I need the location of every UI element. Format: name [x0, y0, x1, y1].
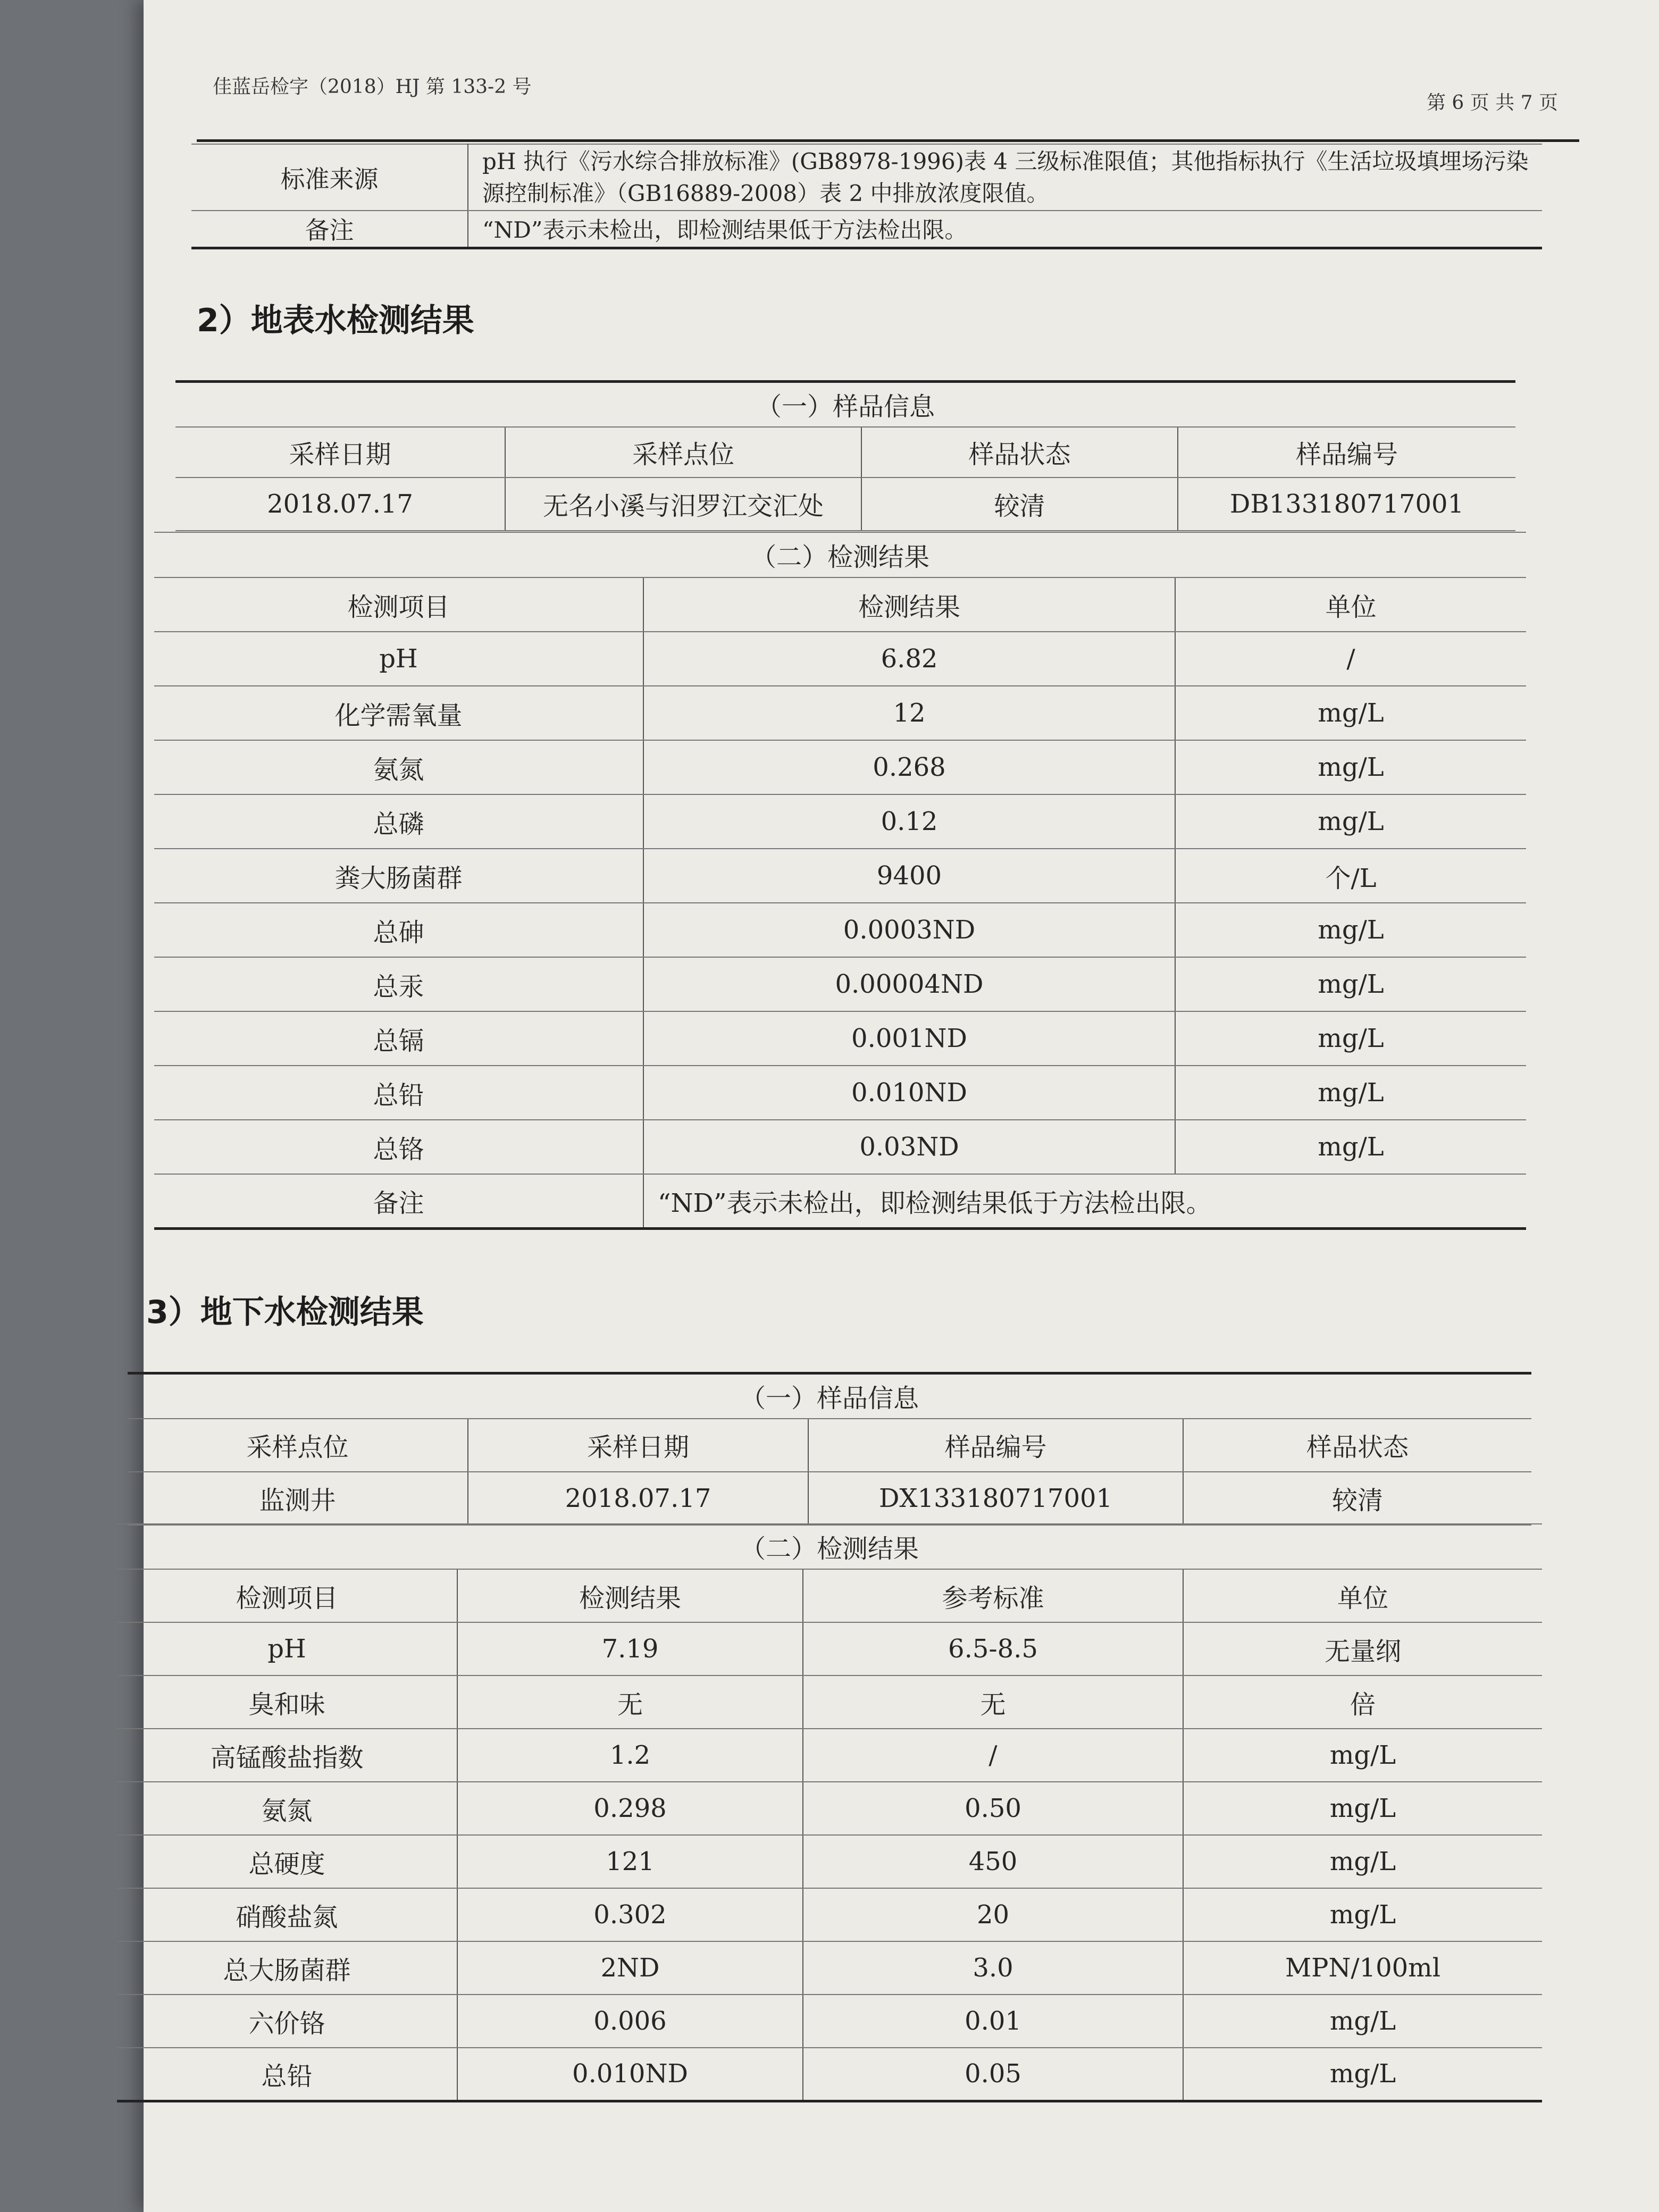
result-value: 6.82 [643, 632, 1175, 686]
result-unit: mg/L [1175, 903, 1526, 957]
ground-header-location: 采样点位 [128, 1419, 468, 1472]
header-rule [197, 139, 1579, 142]
result-value: 2ND [457, 1941, 803, 1995]
ground-result-header-unit: 单位 [1183, 1569, 1542, 1622]
ground-header-date: 采样日期 [468, 1419, 808, 1472]
result-unit: 倍 [1183, 1675, 1542, 1729]
result-value: 121 [457, 1835, 803, 1888]
result-value: 0.12 [643, 794, 1175, 849]
ground-result-header-standard: 参考标准 [803, 1569, 1183, 1622]
surface-result-header-value: 检测结果 [643, 577, 1175, 632]
result-standard: / [803, 1729, 1183, 1782]
result-value: 1.2 [457, 1729, 803, 1782]
surface-note-text: “ND”表示未检出，即检测结果低于方法检出限。 [643, 1174, 1526, 1228]
result-value: 9400 [643, 849, 1175, 903]
table-row [117, 1729, 1542, 1782]
table-row [154, 632, 1526, 686]
ground-result-header-value: 检测结果 [457, 1569, 803, 1622]
result-unit: mg/L [1175, 1120, 1526, 1174]
table-row [154, 740, 1526, 794]
result-unit: 无量纲 [1183, 1622, 1542, 1675]
result-value: 0.006 [457, 1995, 803, 2048]
result-value: 0.00004ND [643, 957, 1175, 1011]
result-standard: 无 [803, 1675, 1183, 1729]
standard-source-label: 标准来源 [191, 144, 468, 211]
ground-result-caption: （二）检测结果 [117, 1524, 1542, 1569]
result-unit: mg/L [1175, 740, 1526, 794]
result-value: 0.010ND [457, 2048, 803, 2101]
ground-result-header-item: 检测项目 [117, 1569, 457, 1622]
table-row [154, 794, 1526, 849]
ground-sample-number: DX133180717001 [808, 1472, 1183, 1525]
table-row [117, 1995, 1542, 2048]
result-unit: mg/L [1183, 1835, 1542, 1888]
ground-sample-status: 较清 [1183, 1472, 1531, 1525]
surface-result-header-unit: 单位 [1175, 577, 1526, 632]
ground-water-title: 3）地下水检测结果 [146, 1294, 424, 1331]
result-item: pH [117, 1622, 457, 1675]
result-item: 总铅 [154, 1066, 643, 1120]
result-value: 12 [643, 686, 1175, 740]
table-row [117, 2048, 1542, 2101]
surface-water-result-table [154, 532, 1526, 1230]
result-item: 臭和味 [117, 1675, 457, 1729]
result-item: 总镉 [154, 1011, 643, 1066]
result-unit: mg/L [1183, 1995, 1542, 2048]
table-row [154, 1011, 1526, 1066]
surface-sample-number: DB133180717001 [1178, 477, 1515, 531]
ground-header-number: 样品编号 [808, 1419, 1183, 1472]
document-page [144, 0, 1659, 2212]
result-standard: 0.50 [803, 1782, 1183, 1835]
surface-result-header-item: 检测项目 [154, 577, 643, 632]
surface-water-title: 2）地表水检测结果 [197, 302, 474, 339]
result-item: 六价铬 [117, 1995, 457, 2048]
result-unit: mg/L [1183, 2048, 1542, 2101]
result-value: 0.001ND [643, 1011, 1175, 1066]
result-item: 氨氮 [154, 740, 643, 794]
result-unit: 个/L [1175, 849, 1526, 903]
table-row [117, 1888, 1542, 1941]
result-unit: mg/L [1175, 1066, 1526, 1120]
table-row [154, 957, 1526, 1011]
result-value: 0.010ND [643, 1066, 1175, 1120]
result-item: 总铅 [117, 2048, 457, 2101]
result-standard: 450 [803, 1835, 1183, 1888]
result-item: 总磷 [154, 794, 643, 849]
result-value: 0.302 [457, 1888, 803, 1941]
standard-source-text: pH 执行《污水综合排放标准》(GB8978-1996)表 4 三级标准限值；其他指标执行《生活垃圾填埋场污染源控制标准》（GB16889-2008）表 2 中排放浓度限值。 [468, 144, 1542, 211]
result-item: pH [154, 632, 643, 686]
table-row [154, 1120, 1526, 1174]
table-row [154, 1066, 1526, 1120]
result-value: 0.0003ND [643, 903, 1175, 957]
ground-sample-caption: （一）样品信息 [128, 1373, 1531, 1419]
table-row [117, 1622, 1542, 1675]
result-item: 硝酸盐氮 [117, 1888, 457, 1941]
result-unit: mg/L [1183, 1888, 1542, 1941]
result-unit: mg/L [1175, 1011, 1526, 1066]
result-standard: 0.05 [803, 2048, 1183, 2101]
table-row [117, 1835, 1542, 1888]
result-item: 总汞 [154, 957, 643, 1011]
standard-source-table [191, 144, 1542, 249]
result-value: 0.298 [457, 1782, 803, 1835]
result-unit: mg/L [1183, 1782, 1542, 1835]
surface-note-label: 备注 [154, 1174, 643, 1228]
result-item: 总硬度 [117, 1835, 457, 1888]
table-row [117, 1941, 1542, 1995]
page-number: 第 6 页 共 7 页 [1426, 92, 1558, 114]
result-unit: MPN/100ml [1183, 1941, 1542, 1995]
result-item: 总大肠菌群 [117, 1941, 457, 1995]
result-unit: mg/L [1175, 957, 1526, 1011]
table-row [154, 849, 1526, 903]
remark-text: “ND”表示未检出，即检测结果低于方法检出限。 [468, 211, 1542, 248]
result-value: 7.19 [457, 1622, 803, 1675]
result-standard: 3.0 [803, 1941, 1183, 1995]
result-item: 高锰酸盐指数 [117, 1729, 457, 1782]
result-value: 无 [457, 1675, 803, 1729]
result-item: 总铬 [154, 1120, 643, 1174]
surface-header-date: 采样日期 [175, 427, 505, 477]
surface-sample-location: 无名小溪与汨罗江交汇处 [505, 477, 861, 531]
table-row [154, 903, 1526, 957]
doc-number: 佳蓝岳检字（2018）HJ 第 133-2 号 [213, 76, 532, 98]
result-standard: 6.5-8.5 [803, 1622, 1183, 1675]
ground-sample-location: 监测井 [128, 1472, 468, 1525]
result-standard: 0.01 [803, 1995, 1183, 2048]
surface-header-status: 样品状态 [861, 427, 1178, 477]
ground-sample-date: 2018.07.17 [468, 1472, 808, 1525]
surface-result-caption: （二）检测结果 [154, 532, 1526, 577]
table-row [117, 1782, 1542, 1835]
surface-header-number: 样品编号 [1178, 427, 1515, 477]
ground-water-sample-table [128, 1372, 1531, 1526]
result-item: 总砷 [154, 903, 643, 957]
result-value: 0.03ND [643, 1120, 1175, 1174]
result-standard: 20 [803, 1888, 1183, 1941]
result-item: 化学需氧量 [154, 686, 643, 740]
result-unit: mg/L [1175, 686, 1526, 740]
ground-water-result-table [117, 1523, 1542, 2102]
result-unit: mg/L [1175, 794, 1526, 849]
surface-sample-status: 较清 [861, 477, 1178, 531]
result-item: 氨氮 [117, 1782, 457, 1835]
remark-label: 备注 [191, 211, 468, 248]
surface-sample-caption: （一）样品信息 [175, 382, 1515, 427]
result-unit: mg/L [1183, 1729, 1542, 1782]
result-value: 0.268 [643, 740, 1175, 794]
result-item: 粪大肠菌群 [154, 849, 643, 903]
surface-header-location: 采样点位 [505, 427, 861, 477]
table-row [154, 686, 1526, 740]
result-unit: / [1175, 632, 1526, 686]
table-row [117, 1675, 1542, 1729]
surface-water-sample-table [175, 380, 1515, 531]
ground-header-status: 样品状态 [1183, 1419, 1531, 1472]
surface-sample-date: 2018.07.17 [175, 477, 505, 531]
